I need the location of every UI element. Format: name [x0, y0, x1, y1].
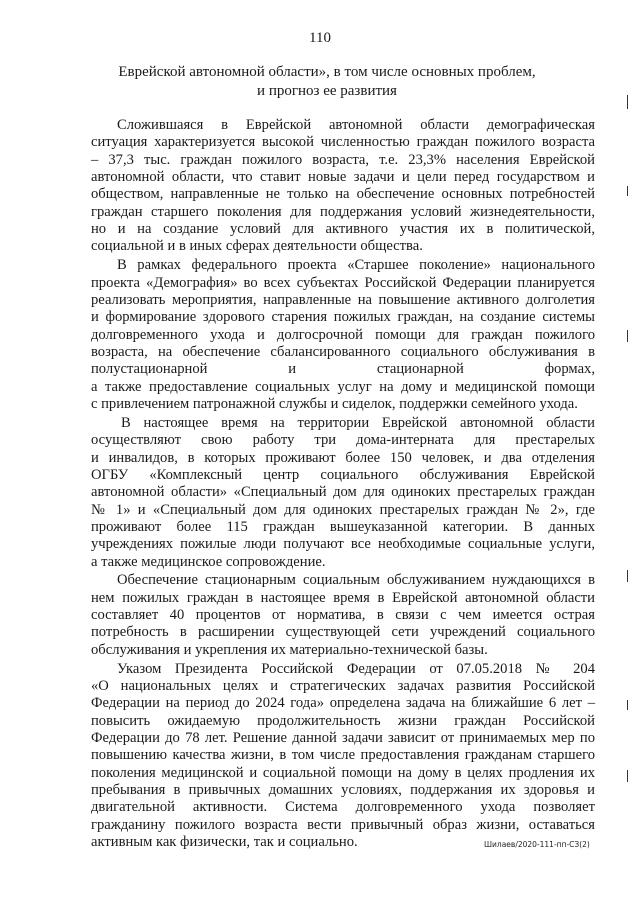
paragraph-line: нем пожилых граждан в настоящее время в Еврейской автономной области [91, 589, 595, 606]
heading-line: и прогноз ее развития [257, 83, 397, 99]
paragraph-line: повысить ожидаемую продолжительность жизни граждан Российской [91, 712, 595, 729]
paragraph-line: граждан старшего поколения для поддержания условий жизнедеятельности, [91, 203, 595, 220]
paragraph-line: возраста, на обеспечение сбалансированного социального обслуживания в [91, 343, 595, 360]
paragraph-line: – 37,3 тыс. граждан пожилого возраста, т.е. 23,3% населения Еврейской [91, 151, 595, 168]
paragraph-line: полустационарной и стационарной формах, [91, 361, 595, 378]
paragraph-line: долговременного ухода и долгосрочной помощи для граждан пожилого [91, 326, 595, 343]
paragraph-line: социальной и в иных сферах деятельности общества. [91, 238, 423, 255]
paragraph-line: составляет 40 процентов от норматива, в связи с чем имеется острая [91, 607, 595, 624]
paragraph-line: ситуация характеризуется высокой численностью граждан пожилого возраста [91, 134, 595, 151]
paragraph-line: активным как физически, так и социально. [91, 834, 358, 851]
paragraph-line: поколения медицинской и социальной помощи на дому в целях продления их [91, 764, 595, 781]
paragraph-line: автономной области» «Специальный дом для одиноких престарелых граждан [91, 484, 595, 501]
paragraph [91, 661, 595, 852]
paragraph [91, 117, 595, 256]
margin-mark [627, 95, 628, 109]
paragraph [91, 257, 595, 413]
paragraph-line: ОГБУ «Комплексный центр социального обслуживания Еврейской [91, 466, 595, 483]
paragraph-line: автономной области, что ставит новые задачи и цели перед государством и [91, 169, 595, 186]
paragraph-line: обслуживания и укрепления их материально-технической базы. [91, 641, 488, 658]
paragraph-line: реализовать мероприятия, направленные на повышение активного долголетия [91, 291, 595, 308]
paragraph-line: В настоящее время на территории Еврейской автономной области [121, 414, 595, 431]
page-number: 110 [309, 30, 331, 46]
body-text [91, 117, 595, 851]
paragraph-line: но и на создание условий для активного участия их в политической, [91, 221, 595, 238]
section-heading [92, 63, 562, 101]
margin-mark [627, 570, 628, 582]
paragraph-line: а также предоставление социальных услуг на дому и медицинской помощи [91, 378, 595, 395]
paragraph-line: потребность в расширении существующей сети учреждений социального [91, 624, 595, 641]
paragraph-line: и инвалидов, в которых проживают более 150 человек, и два отделения [91, 449, 595, 466]
paragraph-line: проекта «Демография» во всех субъектах Российской Федерации планируется [91, 274, 595, 291]
paragraph-line: Обеспечение стационарным социальным обслуживанием нуждающихся в [117, 572, 595, 589]
paragraph-line: осуществляют свою работу три дома-интерната для престарелых [91, 432, 595, 449]
paragraph-line: Указом Президента Российской Федерации от 07.05.2018 № 204 [117, 660, 595, 677]
margin-mark [627, 700, 628, 710]
paragraph [91, 415, 595, 571]
margin-mark [627, 330, 628, 342]
paragraph-line: Федерации до 78 лет. Решение данной задачи зависит от принимаемых мер по [91, 730, 595, 747]
paragraph-line: проживают более 115 граждан вышеуказанной категории. В данных [91, 518, 595, 535]
paragraph-line: обществом, направленные не только на обеспечение основных потребностей [91, 186, 595, 203]
paragraph-line: Сложившаяся в Еврейской автономной области демографическая [117, 117, 595, 133]
paragraph-line: двигательной активности. Система долговременного ухода позволяет [91, 799, 595, 816]
paragraph-line: с привлечением патронажной службы и сиделок, поддержки семейного ухода. [91, 396, 578, 412]
paragraph-line: «О национальных целях и стратегических задачах развития Российской [91, 678, 595, 694]
paragraph-line: Федерации на период до 2024 года» определена задача на ближайшие 6 лет – [91, 695, 595, 712]
paragraph-line: а также медицинское сопровождение. [91, 553, 326, 570]
margin-mark [627, 770, 628, 782]
paragraph [91, 572, 595, 659]
heading-line: Еврейской автономной области», в том числе основных проблем, [118, 64, 536, 80]
paragraph-line: учреждениях пожилые люди получают все необходимые социальные услуги, [91, 536, 595, 553]
footer-stamp: Шилаев/2020-111-пп-СЗ(2) [484, 840, 590, 849]
paragraph-line: В рамках федерального проекта «Старшее поколение» национального [117, 257, 595, 274]
paragraph-line: пребывания в привычных домашних условиях, поддержания их здоровья и [91, 782, 595, 799]
margin-mark [627, 186, 628, 196]
paragraph-line: № 1» и «Специальный дом для одиноких престарелых граждан № 2», где [91, 501, 595, 518]
paragraph-line: гражданину пожилого возраста вести привычный образ жизни, оставаться [91, 816, 595, 833]
paragraph-line: и формирование здорового старения пожилых граждан, на создание системы [91, 309, 595, 326]
paragraph-line: повышению качества жизни, в том числе предоставления гражданам старшего [91, 747, 595, 764]
